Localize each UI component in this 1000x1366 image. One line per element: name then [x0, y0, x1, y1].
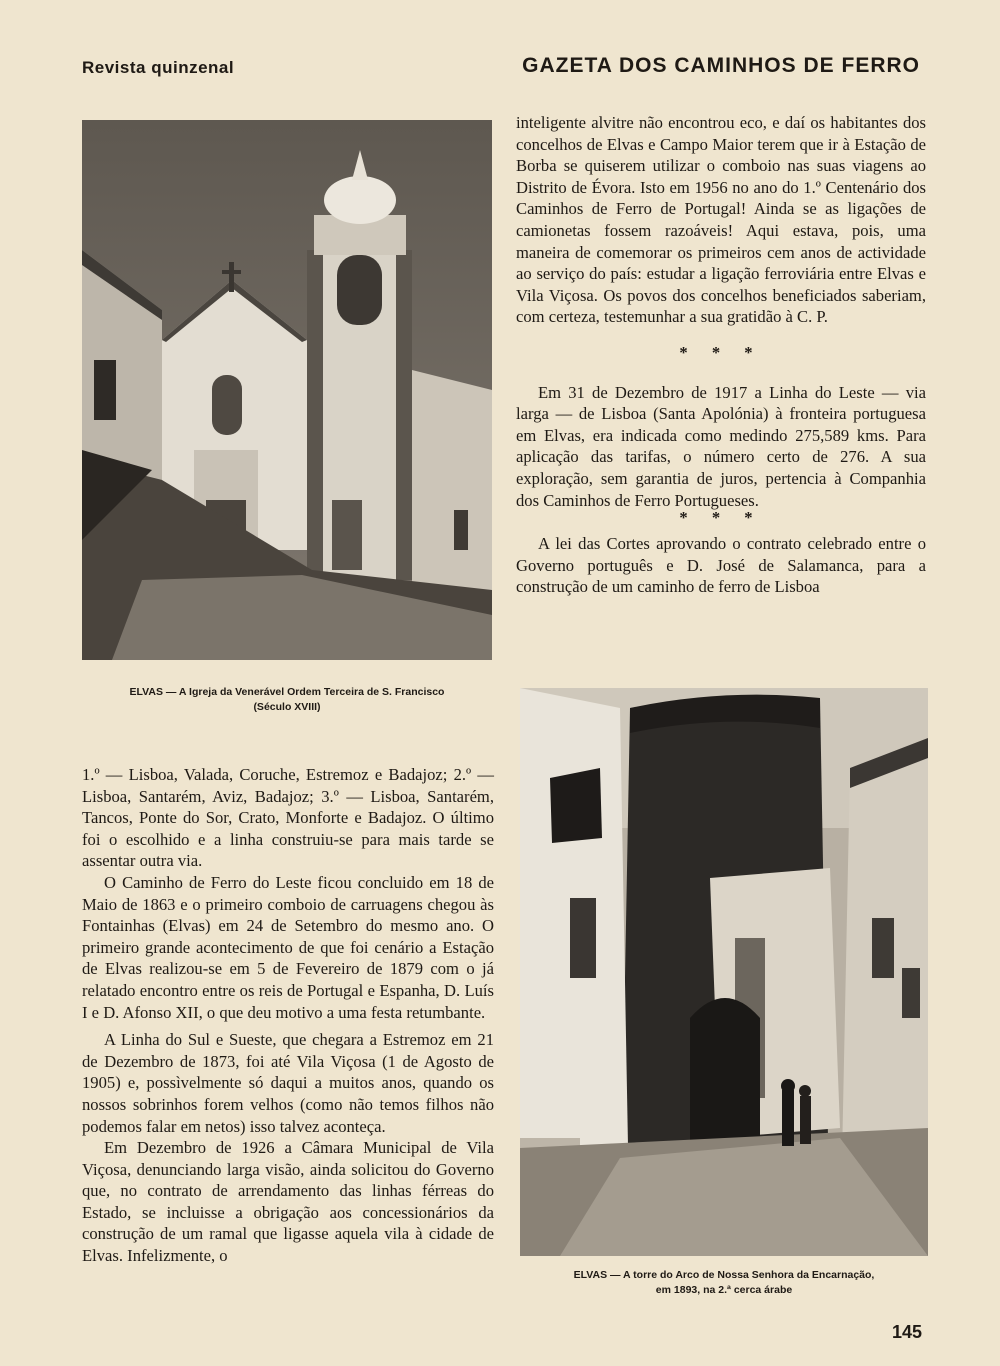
tower-photo-caption	[520, 1268, 928, 1298]
page-number: 145	[891, 1322, 922, 1342]
paragraph: O Caminho de Ferro do Leste ficou concluido em 18 de Maio de 1863 e o primeiro comboio de carruagens chegou às Fontainhas (Elvas) em 24 de Setembro do mesmo ano. O primeiro grande acontecimento de que foi cenário a Estação de Elvas realizou-se em 5 de Fevereiro de 1879 com o já relatado encontro entre os reis de Portugal e Espanha, D. Luís I e D. Afonso XII, o que deu motivo a uma festa retumbante.	[82, 872, 494, 1022]
tower-photo	[520, 688, 928, 1256]
left-column-text	[82, 764, 494, 1267]
right-column-text	[516, 112, 926, 598]
paragraph: A Linha do Sul e Sueste, que chegara a Estremoz em 21 de Dezembro de 1873, foi até Vila Viçosa (1 de Agosto de 1905) e, possìvelmente só daqui a muitos anos, quando os nossos sobrinhos forem velhos (como não temos filhos não podemos falar em netos) isso talvez aconteça.	[82, 1030, 494, 1136]
paragraph: Em Dezembro de 1926 a Câmara Municipal de Vila Viçosa, denunciando larga visão, ainda solicitou do Governo que, no contrato de arrendamento das linhas férreas do Estado, se incluisse a obrigação aos concessionários da construção de um ramal que ligasse aquela vila à cidade de Elvas. Infelizmente, o	[82, 1138, 494, 1266]
caption-line: (Século XVIII)	[253, 701, 321, 713]
paragraph: Em 31 de Dezembro de 1917 a Linha do Leste — via larga — de Lisboa (Santa Apolónia) à fronteira portuguesa em Elvas, era indicada como medindo 275,589 kms. Para aplicação das tarifas, o número certo de 276. A sua exploração, sem garantia de juros, pertencia à Companhia dos Caminhos de Ferro Portugueses.	[516, 382, 926, 510]
paragraph: A lei das Cortes aprovando o contrato celebrado entre o Governo português e D. José de Salamanca, para a construção de um caminho de ferro de Lisboa	[516, 534, 926, 597]
header-magazine-title: GAZETA DOS CAMINHOS DE FERRO	[522, 54, 920, 77]
church-photo-caption	[82, 685, 492, 715]
section-separator: * * *	[679, 508, 763, 528]
paragraph: inteligente alvitre não encontrou eco, e daí os habitantes dos concelhos de Elvas e Campo Maior terem que ir à Estação de Borba se quiserem utilizar o comboio nas suas viagens ao Distrito de Évora. Isto em 1956 no ano do 1.º Centenário dos Caminhos de Ferro de Portugal! Ainda se as ligações de camionetas fossem razoáveis! Aqui estava, pois, uma maneira de comemorar os primeiros cem anos de actividade ao serviço do país: estudar a ligação ferroviária entre Elvas e Vila Viçosa. Os povos dos concelhos beneficiados saberiam, com certeza, testemunhar a sua gratidão à C. P.	[516, 113, 926, 327]
header-publication-frequency: Revista quinzenal	[82, 58, 235, 77]
section-separator: * * *	[679, 342, 763, 362]
caption-line: ELVAS — A Igreja da Venerável Ordem Terceira de S. Francisco	[129, 686, 445, 698]
church-photo	[82, 120, 492, 660]
caption-line: ELVAS — A torre do Arco de Nossa Senhora da Encarnação,	[573, 1269, 875, 1281]
paragraph: 1.º — Lisboa, Valada, Coruche, Estremoz e Badajoz; 2.º — Lisboa, Santarém, Aviz, Badajoz; 3.º — Lisboa, Santarém, Tancos, Ponte do Sor, Crato, Monforte e Badajoz. O último foi o escolhido e a linha construiu-se para mais tarde se assentar outra via.	[82, 765, 494, 871]
caption-line: em 1893, na 2.ª cerca árabe	[655, 1284, 793, 1296]
